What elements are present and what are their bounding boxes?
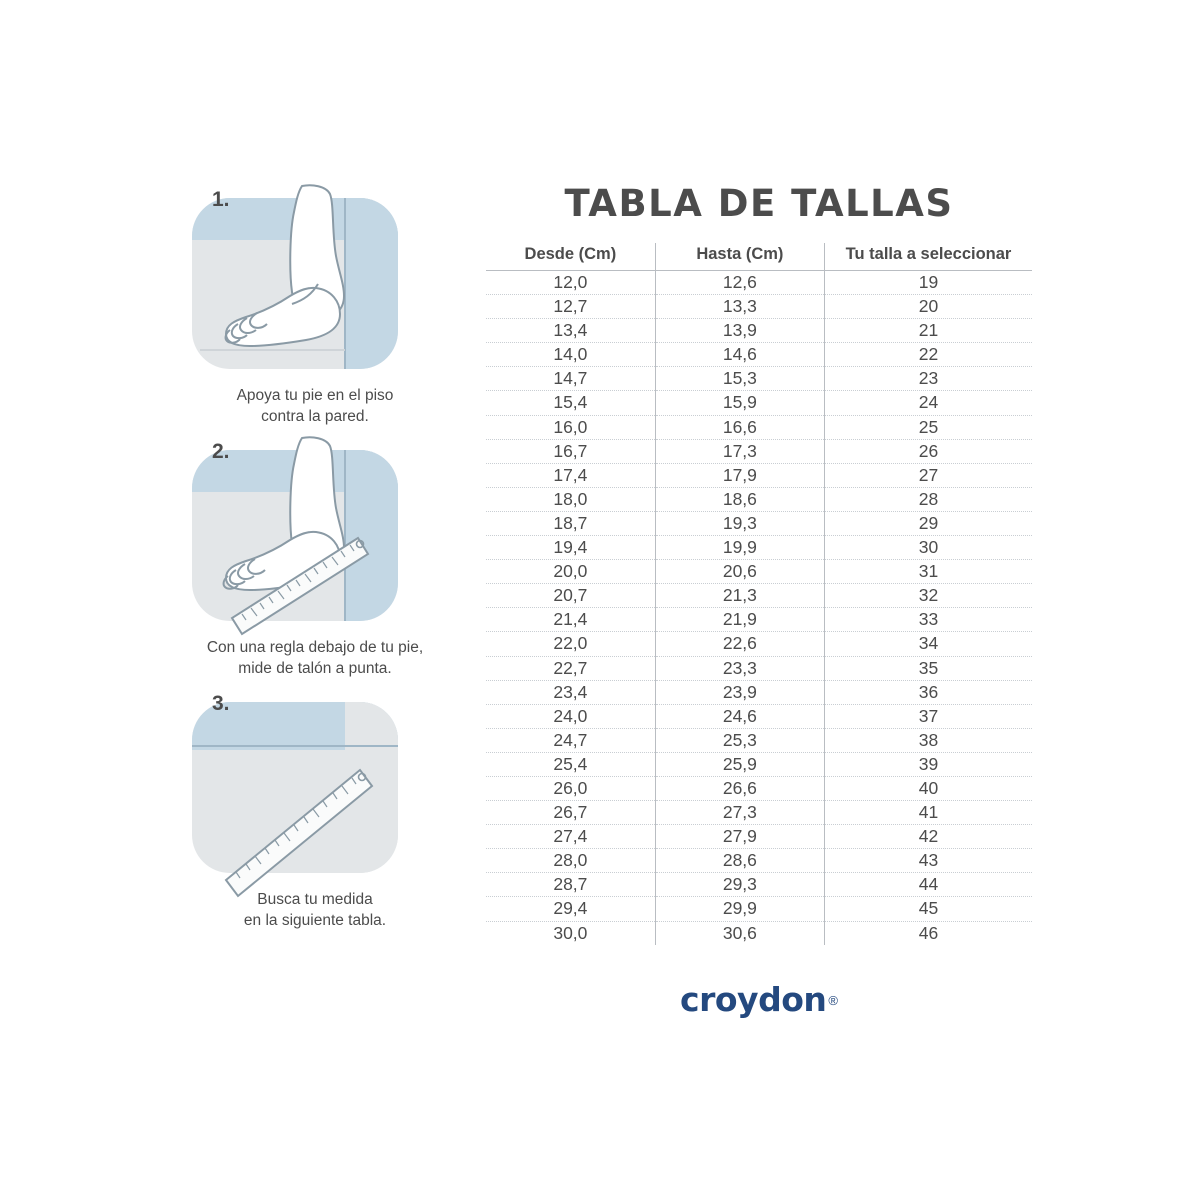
instructions-column [170, 180, 460, 936]
cell-talla: 38 [825, 728, 1033, 752]
cell-hasta: 19,9 [655, 536, 824, 560]
table-row [486, 536, 1032, 560]
table-row [486, 608, 1032, 632]
cell-talla: 46 [825, 921, 1033, 945]
cell-hasta: 27,9 [655, 825, 824, 849]
step-3 [170, 684, 460, 932]
cell-desde: 19,4 [486, 536, 655, 560]
cell-desde: 20,7 [486, 584, 655, 608]
cell-desde: 22,7 [486, 656, 655, 680]
cell-talla: 45 [825, 897, 1033, 921]
cell-hasta: 24,6 [655, 704, 824, 728]
size-table-section [486, 182, 1032, 945]
table-row [486, 632, 1032, 656]
cell-hasta: 29,9 [655, 897, 824, 921]
cell-desde: 12,0 [486, 271, 655, 295]
cell-desde: 25,4 [486, 752, 655, 776]
cell-hasta: 17,3 [655, 439, 824, 463]
brand-logo [486, 980, 1032, 1019]
cell-desde: 14,7 [486, 367, 655, 391]
cell-talla: 43 [825, 849, 1033, 873]
cell-hasta: 23,9 [655, 680, 824, 704]
cell-desde: 23,4 [486, 680, 655, 704]
step-2 [170, 432, 460, 680]
cell-desde: 24,7 [486, 728, 655, 752]
step-2-caption-line1: Con una regla debajo de tu pie, [206, 638, 424, 656]
cell-talla: 32 [825, 584, 1033, 608]
table-row [486, 801, 1032, 825]
table-row [486, 439, 1032, 463]
cell-desde: 28,0 [486, 849, 655, 873]
cell-talla: 41 [825, 801, 1033, 825]
step-3-number: 3. [212, 691, 230, 715]
cell-talla: 22 [825, 343, 1033, 367]
size-table-head [486, 243, 1032, 271]
column-header-hasta: Hasta (Cm) [655, 243, 824, 271]
cell-desde: 22,0 [486, 632, 655, 656]
cell-hasta: 14,6 [655, 343, 824, 367]
table-row [486, 680, 1032, 704]
table-row [486, 391, 1032, 415]
cell-desde: 26,7 [486, 801, 655, 825]
table-row [486, 897, 1032, 921]
cell-hasta: 15,3 [655, 367, 824, 391]
cell-hasta: 25,9 [655, 752, 824, 776]
table-row [486, 295, 1032, 319]
page-title: TABLA DE TALLAS [564, 182, 954, 225]
cell-desde: 28,7 [486, 873, 655, 897]
cell-desde: 14,0 [486, 343, 655, 367]
cell-hasta: 19,3 [655, 511, 824, 535]
cell-hasta: 13,3 [655, 295, 824, 319]
table-row [486, 343, 1032, 367]
cell-desde: 27,4 [486, 825, 655, 849]
cell-talla: 35 [825, 656, 1033, 680]
cell-hasta: 13,9 [655, 319, 824, 343]
cell-talla: 39 [825, 752, 1033, 776]
table-row [486, 319, 1032, 343]
cell-talla: 25 [825, 415, 1033, 439]
cell-hasta: 21,3 [655, 584, 824, 608]
step-1 [170, 180, 460, 428]
table-row [486, 873, 1032, 897]
cell-talla: 34 [825, 632, 1033, 656]
cell-desde: 12,7 [486, 295, 655, 319]
table-row [486, 704, 1032, 728]
cell-talla: 27 [825, 463, 1033, 487]
cell-hasta: 20,6 [655, 560, 824, 584]
cell-desde: 24,0 [486, 704, 655, 728]
cell-talla: 24 [825, 391, 1033, 415]
cell-talla: 19 [825, 271, 1033, 295]
column-header-desde: Desde (Cm) [486, 243, 655, 271]
cell-talla: 20 [825, 295, 1033, 319]
step-3-caption-line2: en la siguiente tabla. [243, 911, 387, 929]
cell-desde: 30,0 [553, 922, 588, 943]
cell-talla: 33 [825, 608, 1033, 632]
cell-hasta: 26,6 [655, 776, 824, 800]
table-row [486, 560, 1032, 584]
step-1-number: 1. [212, 188, 230, 211]
table-row [486, 825, 1032, 849]
cell-talla: 42 [825, 825, 1033, 849]
cell-talla: 28 [825, 487, 1033, 511]
table-row [486, 487, 1032, 511]
size-table [486, 243, 1032, 945]
cell-hasta: 15,9 [655, 391, 824, 415]
cell-talla: 37 [825, 704, 1033, 728]
cell-hasta: 28,6 [655, 849, 824, 873]
cell-talla: 29 [825, 511, 1033, 535]
step-1-caption [170, 386, 460, 428]
cell-desde: 18,0 [486, 487, 655, 511]
cell-talla: 40 [825, 776, 1033, 800]
table-row [486, 921, 1032, 945]
step-1-caption-line2: contra la pared. [261, 407, 369, 425]
table-row [486, 415, 1032, 439]
cell-talla: 26 [825, 439, 1033, 463]
cell-desde: 18,7 [486, 511, 655, 535]
cell-desde: 13,4 [486, 319, 655, 343]
cell-talla: 31 [825, 560, 1033, 584]
cell-desde: 16,0 [486, 415, 655, 439]
cell-hasta: 21,9 [655, 608, 824, 632]
cell-hasta: 17,9 [655, 463, 824, 487]
cell-talla: 21 [825, 319, 1033, 343]
table-row [486, 367, 1032, 391]
table-row [486, 463, 1032, 487]
cell-desde: 29,4 [486, 897, 655, 921]
cell-hasta: 18,6 [655, 487, 824, 511]
column-header-talla: Tu talla a seleccionar [825, 243, 1033, 271]
table-row [486, 656, 1032, 680]
step-2-caption [170, 638, 460, 680]
cell-desde: 16,7 [486, 439, 655, 463]
table-row [486, 728, 1032, 752]
cell-hasta: 22,6 [655, 632, 824, 656]
cell-hasta: 16,6 [655, 415, 824, 439]
size-table-body [486, 271, 1032, 945]
table-row [486, 511, 1032, 535]
cell-desde: 17,4 [486, 463, 655, 487]
table-row [486, 776, 1032, 800]
cell-talla: 44 [825, 873, 1033, 897]
table-header-row [486, 243, 1032, 271]
step-3-caption-line1: Busca tu medida [257, 890, 373, 908]
step-2-caption-line2: mide de talón a punta. [238, 659, 392, 677]
table-row [486, 849, 1032, 873]
cell-hasta: 27,3 [655, 801, 824, 825]
cell-desde: 21,4 [486, 608, 655, 632]
table-row [486, 271, 1032, 295]
step-2-number: 2. [212, 439, 230, 463]
cell-desde: 15,4 [486, 391, 655, 415]
cell-hasta: 30,6 [655, 921, 824, 945]
table-row [486, 752, 1032, 776]
cell-talla: 36 [825, 680, 1033, 704]
cell-talla: 30 [825, 536, 1033, 560]
table-row [486, 584, 1032, 608]
cell-talla: 23 [825, 367, 1033, 391]
cell-desde: 26,0 [486, 776, 655, 800]
cell-hasta: 29,3 [655, 873, 824, 897]
cell-hasta: 25,3 [655, 728, 824, 752]
registered-mark-icon: ® [828, 992, 838, 1008]
cell-hasta: 12,6 [655, 271, 824, 295]
cell-hasta: 23,3 [655, 656, 824, 680]
step-1-caption-line1: Apoya tu pie en el piso [236, 387, 394, 404]
brand-name: croydon [680, 980, 827, 1019]
cell-desde: 20,0 [486, 560, 655, 584]
